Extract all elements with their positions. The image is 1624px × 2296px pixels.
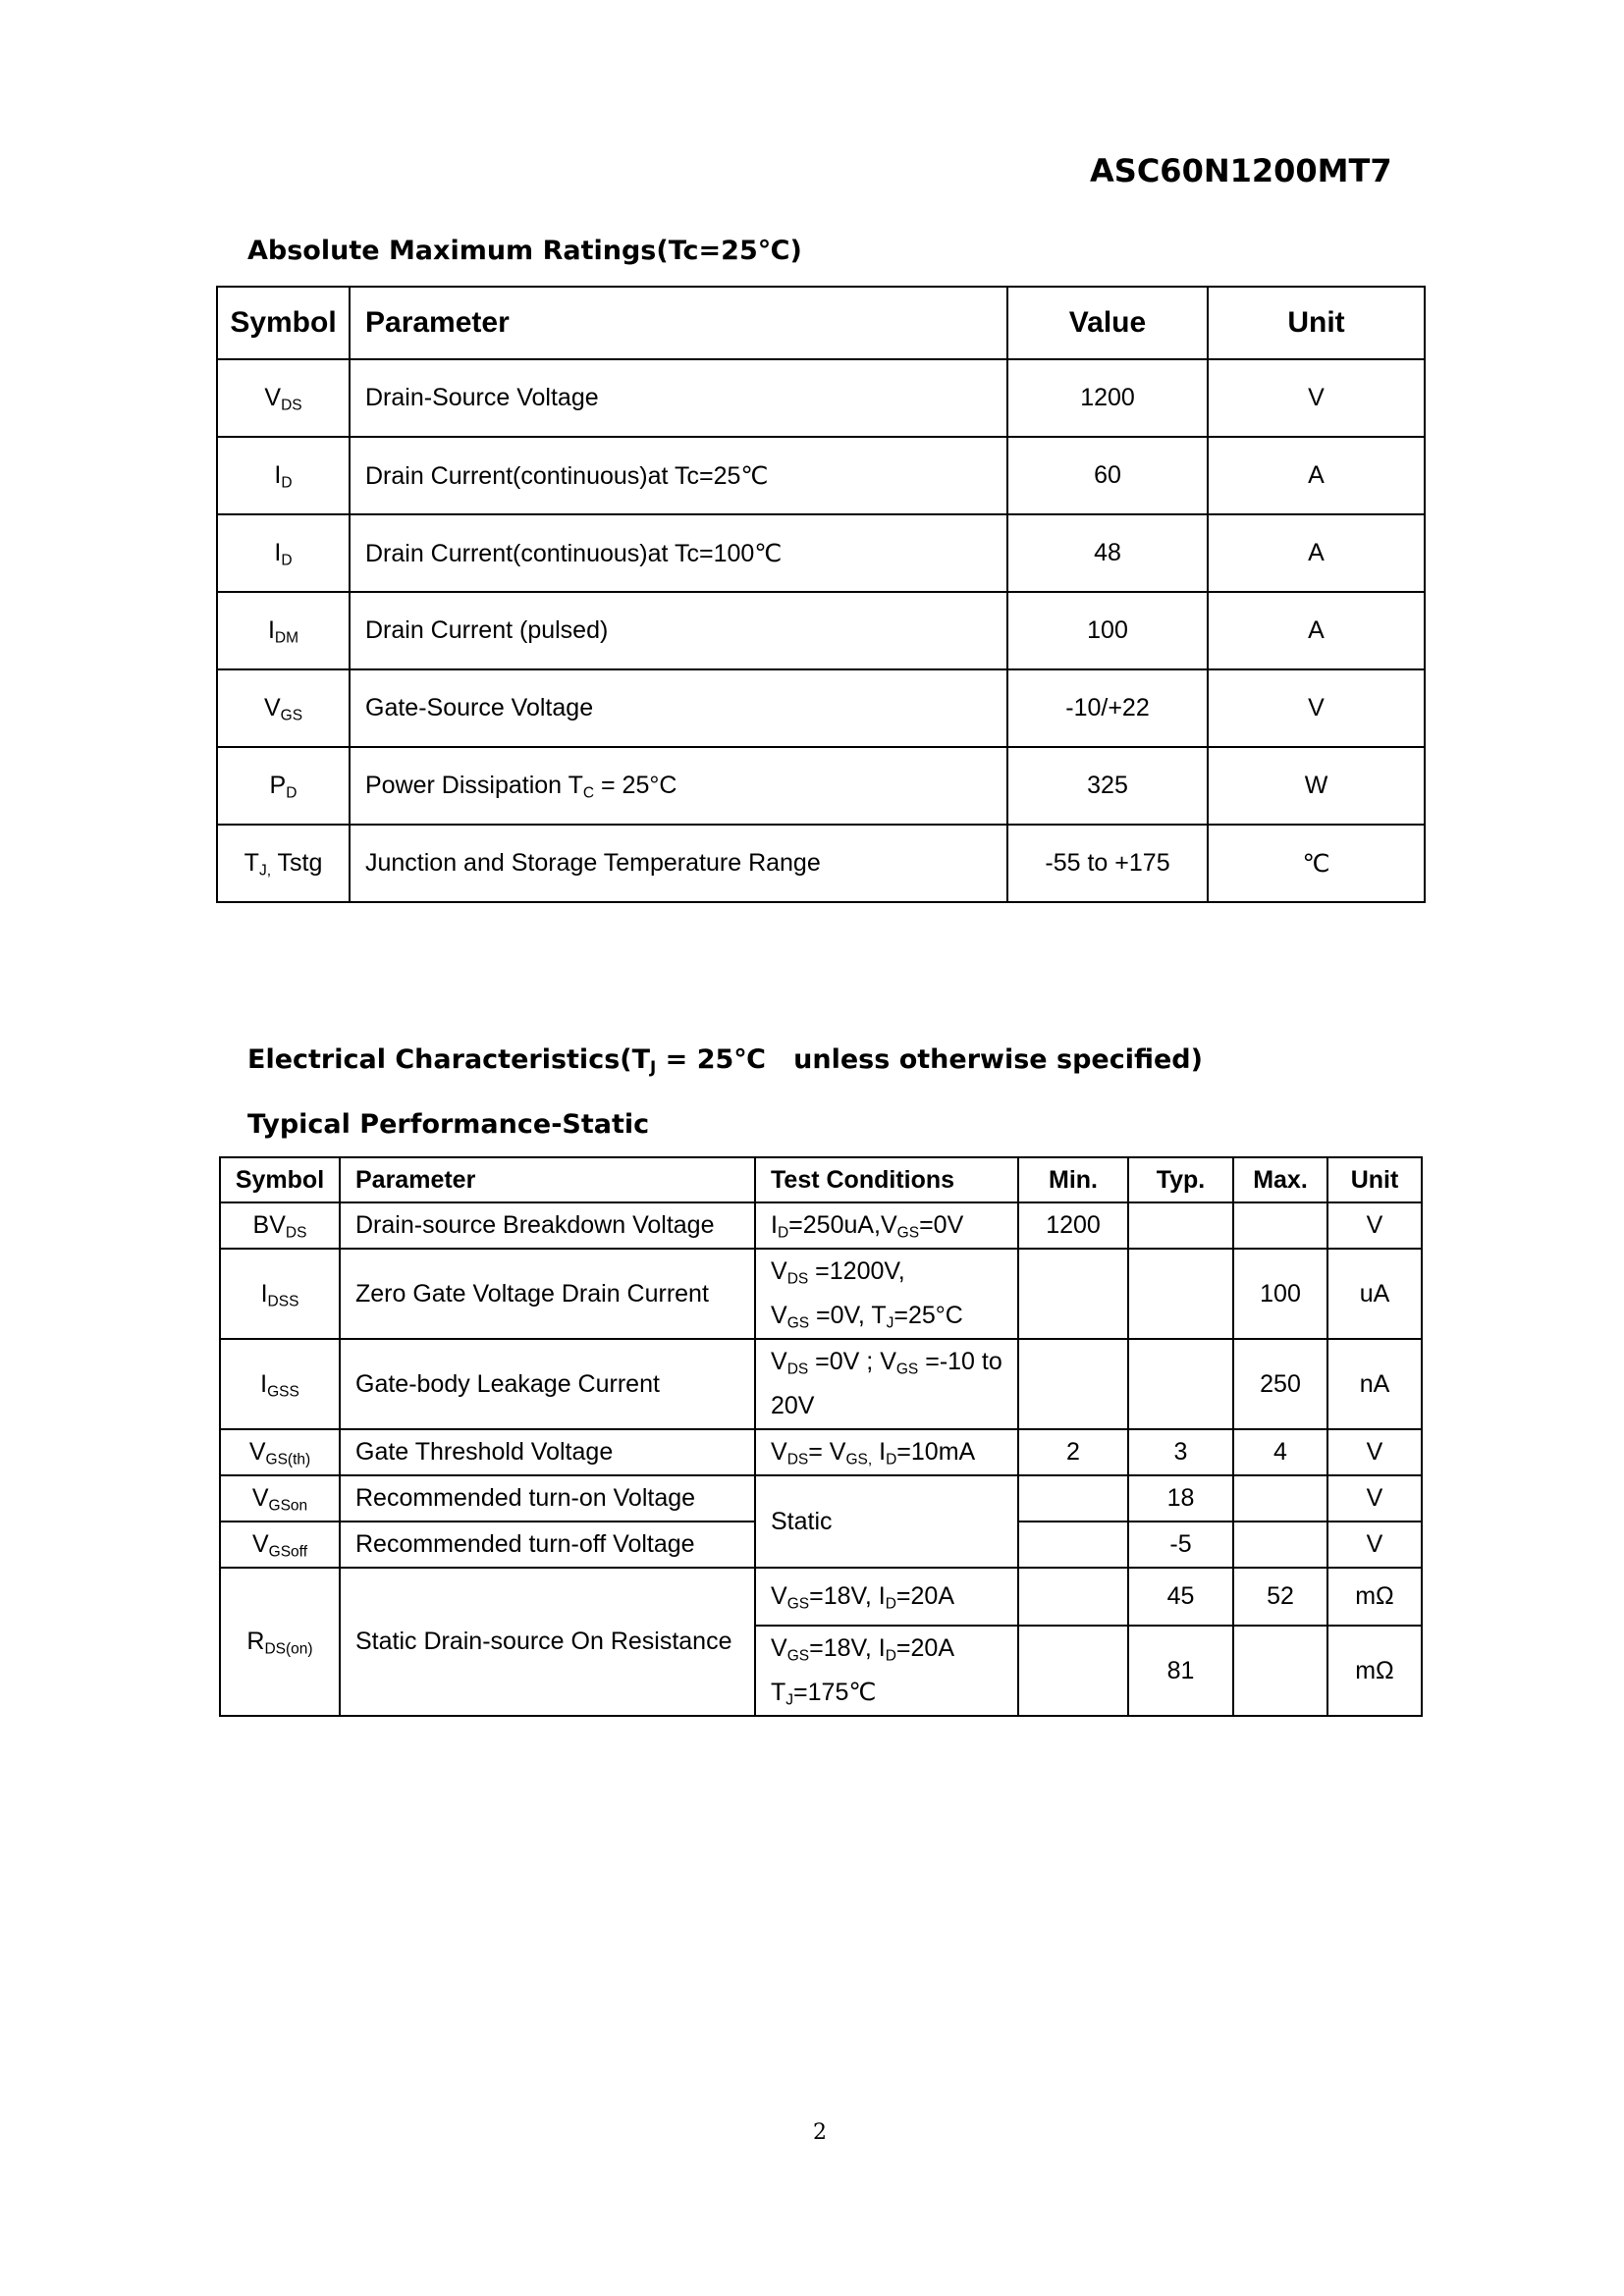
parameter-cell: Gate Threshold Voltage [340,1429,755,1475]
ec-heading: Electrical $Characteristics(T_J$ = 25℃ unless otherwise specified) [247,1044,1203,1078]
ec-row-idss [220,1249,1422,1339]
symbol-cell: $I_{DSS}$ [220,1249,340,1339]
unit-cell: A [1208,592,1425,669]
value-cell: 325 [1007,747,1208,825]
max-cell [1233,1522,1327,1568]
ec-row-igss [220,1339,1422,1429]
amr-row-tj [217,825,1425,902]
test-conditions-cell: $V_{GS}=18V$, $I_D=20A$ $T_J=175℃$ [755,1626,1018,1716]
parameter-cell: Junction and Storage Temperature Range [350,825,1007,902]
symbol-cell: $R_{DS(on)}$ [220,1568,340,1716]
symbol-cell: $I_D$ [217,514,350,592]
typ-cell: -5 [1128,1522,1233,1568]
unit-cell: V [1208,359,1425,437]
parameter-cell: Gate-body Leakage Current [340,1339,755,1429]
unit-cell: V [1327,1202,1422,1249]
min-cell [1018,1339,1128,1429]
ec-header-test-conditions: Test Conditions [755,1157,1018,1202]
amr-header-value: Value [1007,287,1208,359]
parameter-cell: Static Drain-source On Resistance [340,1568,755,1716]
parameter-cell: Drain Current(continuous)at Tc=25℃ [350,437,1007,514]
symbol-cell: $I_{DM}$ [217,592,350,669]
unit-cell: V [1327,1429,1422,1475]
amr-header-parameter: Parameter [350,287,1007,359]
typ-cell: 3 [1128,1429,1233,1475]
amr-row-idm [217,592,1425,669]
typ-cell: 45 [1128,1568,1233,1626]
max-cell [1233,1475,1327,1522]
parameter-cell: Recommended turn-off Voltage [340,1522,755,1568]
max-cell [1233,1202,1327,1249]
value-cell: 1200 [1007,359,1208,437]
max-cell: 100 [1233,1249,1327,1339]
value-cell: -55 to +175 [1007,825,1208,902]
max-cell: 250 [1233,1339,1327,1429]
min-cell [1018,1475,1128,1522]
value-cell: 100 [1007,592,1208,669]
unit-cell: V [1208,669,1425,747]
typ-cell [1128,1339,1233,1429]
max-cell: 52 [1233,1568,1327,1626]
symbol-cell: $I_{GSS}$ [220,1339,340,1429]
symbol-cell: $V_{GS(th)}$ [220,1429,340,1475]
symbol-cell: $V_{GSoff}$ [220,1522,340,1568]
parameter-cell: Gate-Source Voltage [350,669,1007,747]
unit-cell: A [1208,437,1425,514]
min-cell [1018,1626,1128,1716]
value-cell: 60 [1007,437,1208,514]
typ-cell: 18 [1128,1475,1233,1522]
amr-row-pd [217,747,1425,825]
electrical-characteristics-table [219,1156,1423,1717]
min-cell: 2 [1018,1429,1128,1475]
part-number: ASC60N1200MT7 [1090,152,1392,189]
symbol-cell: $P_D$ [217,747,350,825]
min-cell [1018,1249,1128,1339]
ec-row-vgsth [220,1429,1422,1475]
ec-row-bvdss [220,1202,1422,1249]
symbol-cell: $BV_{DS}$ [220,1202,340,1249]
unit-cell: nA [1327,1339,1422,1429]
typ-cell: 81 [1128,1626,1233,1716]
typ-cell [1128,1202,1233,1249]
amr-header-row [217,287,1425,359]
parameter-cell: Drain-source Breakdown Voltage [340,1202,755,1249]
amr-row-id-25 [217,437,1425,514]
symbol-cell: $V_{GS}$ [217,669,350,747]
test-conditions-cell: $V_{DS} =1200V$, $V_{GS} =0V$, $T_J=25^\circ C$ [755,1249,1018,1339]
unit-cell: uA [1327,1249,1422,1339]
ec-row-vgson [220,1475,1422,1522]
absolute-maximum-ratings-table [216,286,1426,903]
ec-header-typ: Typ. [1128,1157,1233,1202]
test-conditions-cell: $V_{GS}=18V$, $I_D=20A$ [755,1568,1018,1626]
amr-header-unit: Unit [1208,287,1425,359]
amr-row-vds [217,359,1425,437]
ec-header-min: Min. [1018,1157,1128,1202]
amr-heading: Absolute Maximum Ratings(Tc=25℃) [247,236,802,266]
amr-header-symbol: Symbol [217,287,350,359]
ec-header-parameter: Parameter [340,1157,755,1202]
unit-cell: ℃ [1208,825,1425,902]
typ-cell [1128,1249,1233,1339]
unit-cell: V [1327,1475,1422,1522]
test-conditions-cell: $V_{DS} =0V$ ; $V_{GS} =-10$ to 20V [755,1339,1018,1429]
value-cell: 48 [1007,514,1208,592]
symbol-cell: $T_{J,}$ Tstg [217,825,350,902]
ec-header-symbol: Symbol [220,1157,340,1202]
symbol-cell: $V_{DS}$ [217,359,350,437]
amr-row-vgs [217,669,1425,747]
ec-row-rdson-1 [220,1568,1422,1626]
unit-cell: V [1327,1522,1422,1568]
unit-cell: W [1208,747,1425,825]
parameter-cell: Power Dissipation $T_C = 25^\circ C$ [350,747,1007,825]
ec-subheading: Typical Performance-Static [247,1109,650,1140]
parameter-cell: Drain Current(continuous)at Tc=100℃ [350,514,1007,592]
unit-cell: mΩ [1327,1626,1422,1716]
ec-header-row [220,1157,1422,1202]
min-cell [1018,1522,1128,1568]
symbol-cell: $V_{GSon}$ [220,1475,340,1522]
test-conditions-cell: Static [755,1475,1018,1568]
unit-cell: A [1208,514,1425,592]
max-cell [1233,1626,1327,1716]
ec-header-unit: Unit [1327,1157,1422,1202]
parameter-cell: Recommended turn-on Voltage [340,1475,755,1522]
max-cell: 4 [1233,1429,1327,1475]
test-conditions-cell: $I_D=250uA,V_{GS}=0V$ [755,1202,1018,1249]
ec-header-max: Max. [1233,1157,1327,1202]
test-conditions-cell: $V_{DS}= V_{GS,}$ $I_D=10mA$ [755,1429,1018,1475]
page-number: 2 [813,2120,827,2145]
symbol-cell: $I_D$ [217,437,350,514]
parameter-cell: Zero Gate Voltage Drain Current [340,1249,755,1339]
parameter-cell: Drain-Source Voltage [350,359,1007,437]
min-cell [1018,1568,1128,1626]
value-cell: -10/+22 [1007,669,1208,747]
unit-cell: mΩ [1327,1568,1422,1626]
amr-row-id-100 [217,514,1425,592]
parameter-cell: Drain Current (pulsed) [350,592,1007,669]
min-cell: 1200 [1018,1202,1128,1249]
